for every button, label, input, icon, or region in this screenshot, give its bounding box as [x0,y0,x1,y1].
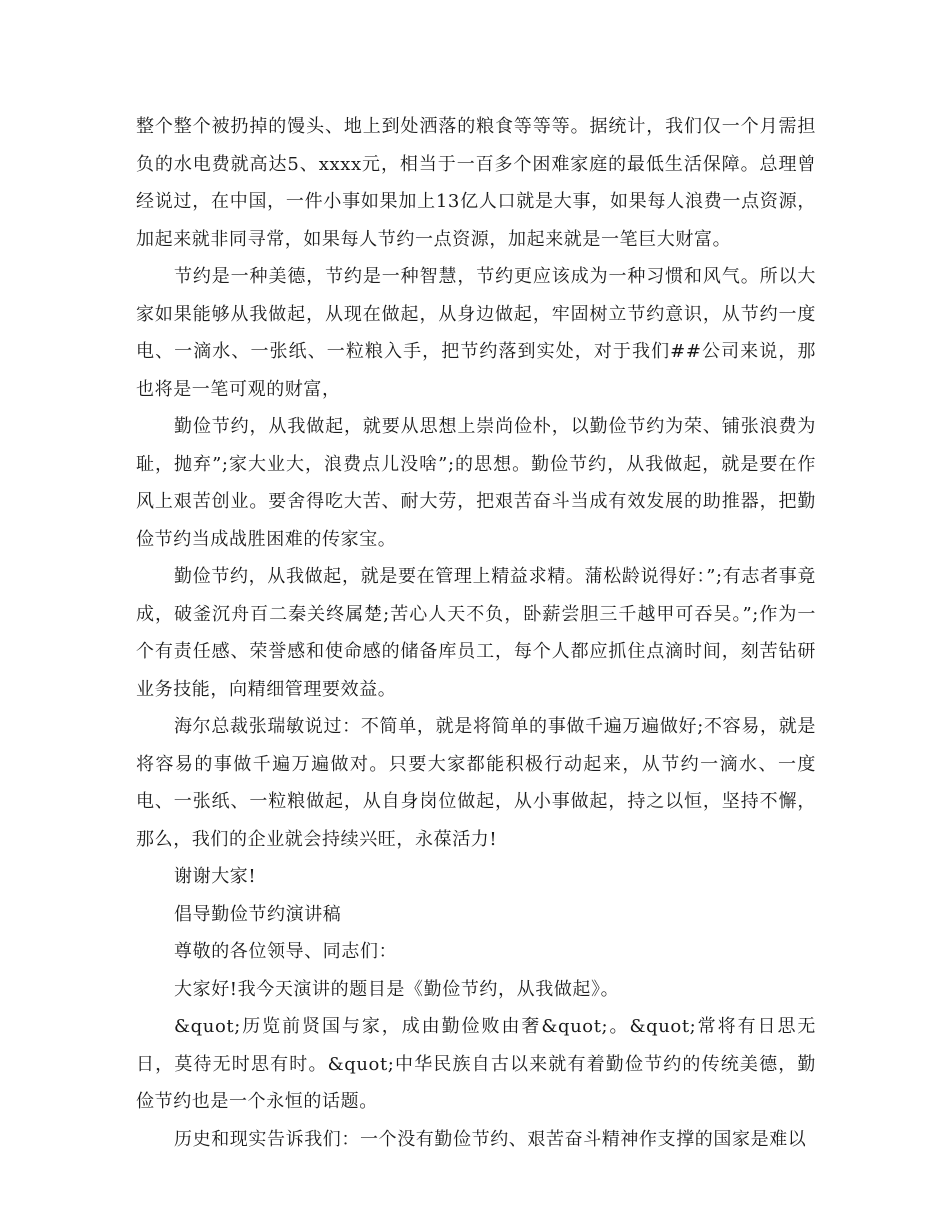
paragraph-quote: &quot;历览前贤国与家，成由勤俭败由奢&quot;。&quot;常将有日思无日，莫待无时思有时。&quot;中华民族自古以来就有着勤俭节约的传统美德，勤俭节约也是一个永恒的话题。 [136,1016,816,1112]
paragraph-5: 海尔总裁张瑞敏说过：不简单，就是将简单的事做千遍万遍做好;不容易，就是将容易的事做千遍万遍做对。只要大家都能积极行动起来，从节约一滴水、一度电、一张纸、一粒粮做起，从自身岗位做起，从小事做起，持之以恒，坚持不懈，那么，我们的企业就会持续兴旺，永葆活力! [136,716,816,850]
paragraph-2: 节约是一种美德，节约是一种智慧，节约更应该成为一种习惯和风气。所以大家如果能够从我做起，从现在做起，从身边做起，牢固树立节约意识，从节约一度电、一滴水、一张纸、一粒粮入手，把节约落到实处，对于我们##公司来说，那也将是一笔可观的财富， [136,266,816,400]
paragraph-1: 整个整个被扔掉的馒头、地上到处洒落的粮食等等等。据统计，我们仅一个月需担负的水电费就高达5、xxxx元，相当于一百多个困难家庭的最低生活保障。总理曾经说过，在中国，一件小事如果加上13亿人口就是大事，如果每人浪费一点资源，加起来就非同寻常，如果每人节约一点资源，加起来就是一笔巨大财富。 [136,116,816,250]
paragraph-4: 勤俭节约，从我做起，就是要在管理上精益求精。蒲松龄说得好：”;有志者事竟成，破釜沉舟百二秦关终属楚;苦心人天不负，卧薪尝胆三千越甲可吞吴。”;作为一个有责任感、荣誉感和使命感的储备库员工，每个人都应抓住点滴时间，刻苦钻研业务技能，向精细管理要效益。 [136,566,816,700]
closing-thanks: 谢谢大家! [174,866,257,887]
paragraph-greeting: 大家好!我今天演讲的题目是《勤俭节约，从我做起》。 [174,978,620,1000]
speech-title: 倡导勤俭节约演讲稿 [174,903,342,925]
paragraph-last: 历史和现实告诉我们：一个没有勤俭节约、艰苦奋斗精神作支撑的国家是难以 [174,1128,807,1150]
paragraph-3: 勤俭节约，从我做起，就要从思想上崇尚俭朴，以勤俭节约为荣、铺张浪费为耻，抛弃”;家大业大，浪费点儿没啥”;的思想。勤俭节约，从我做起，就是要在作风上艰苦创业。要舍得吃大苦、耐大劳，把艰苦奋斗当成有效发展的助推器，把勤俭节约当成战胜困难的传家宝。 [136,416,816,550]
salutation: 尊敬的各位领导、同志们： [174,941,398,962]
document-body [136,108,816,1158]
